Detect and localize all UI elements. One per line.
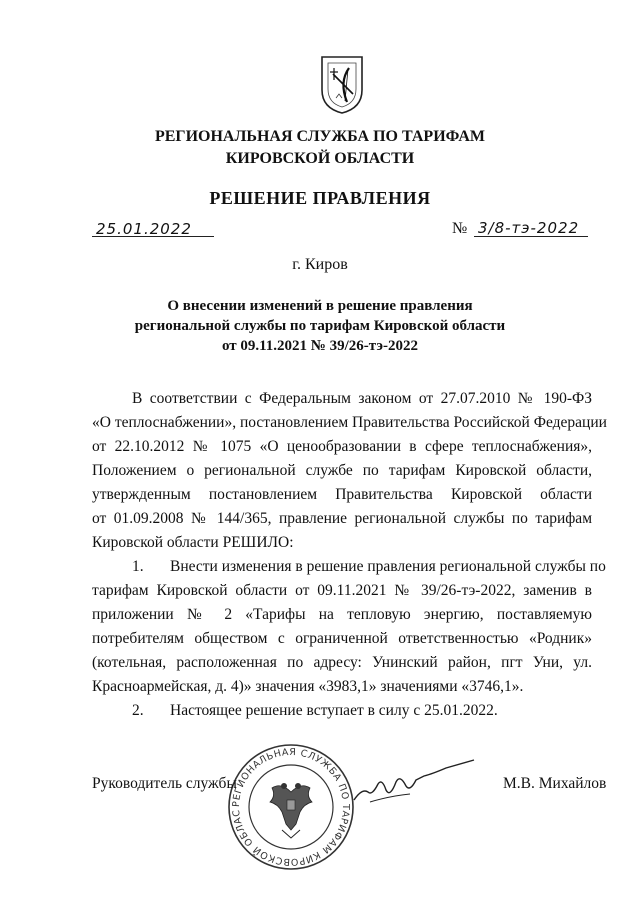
decision-number: 3/8-тэ-2022	[478, 219, 580, 237]
item-line: (котельная, расположенная по адресу: Унинский район, пгт Уни, ул.	[92, 654, 592, 671]
decision-date: 25.01.2022	[96, 220, 192, 238]
item-line: Красноармейская, д. 4)» значения «3983,1» значениями «3746,1».	[92, 678, 524, 695]
item-line: Настоящее решение вступает в силу с 25.01.2022.	[170, 702, 498, 719]
date-underline	[92, 236, 214, 237]
document-title: РЕШЕНИЕ ПРАВЛЕНИЯ	[209, 188, 431, 208]
subject-line: от 09.11.2021 № 39/26-тэ-2022	[221, 338, 419, 354]
preamble-line: В соответствии с Федеральным законом от 27.07.2010 № 190-ФЗ	[132, 390, 592, 407]
subject-line: региональной службы по тарифам Кировской области	[134, 318, 506, 334]
item-number: 2.	[132, 702, 144, 719]
preamble-line: «О теплоснабжении», постановлением Правительства Российской Федерации	[92, 414, 607, 431]
preamble-line: Кировской области РЕШИЛО:	[92, 534, 294, 551]
signatory-title: Руководитель службы	[92, 775, 237, 792]
item-line: приложении № 2 «Тарифы на тепловую энергию, поставляемую	[92, 606, 592, 623]
number-sign: №	[452, 220, 468, 237]
city: г. Киров	[292, 256, 348, 273]
preamble-line: от 22.10.2012 № 1075 «О ценообразовании в сфере теплоснабжения»,	[92, 438, 592, 455]
number-underline	[474, 236, 588, 237]
item-line: Внести изменения в решение правления региональной службы по	[170, 558, 606, 575]
subject-line: О внесении изменений в решение правления	[167, 298, 473, 314]
item-line: потребителям обществом с ограниченной ответственностью «Родник»	[92, 630, 592, 647]
preamble-line: утвержденным постановлением Правительства Кировской области	[92, 486, 592, 503]
preamble-line: Положением о региональной службе по тарифам Кировской области,	[92, 462, 592, 479]
official-seal-stamp	[226, 742, 356, 872]
signatory-name: М.В. Михайлов	[503, 775, 607, 792]
organization-name-line2: КИРОВСКОЙ ОБЛАСТИ	[225, 150, 415, 167]
item-number: 1.	[132, 558, 144, 575]
coat-of-arms-emblem	[319, 54, 365, 116]
preamble-line: от 01.09.2008 № 144/365, правление региональной службы по тарифам	[92, 510, 592, 527]
handwritten-signature	[350, 758, 480, 808]
seal-text: РЕГИОНАЛЬНАЯ СЛУЖБА ПО ТАРИФАМ КИРОВСКОЙ ОБЛАС	[230, 746, 352, 868]
item-line: тарифам Кировской области от 09.11.2021 № 39/26-тэ-2022, заменив в	[92, 582, 592, 599]
organization-name-line1: РЕГИОНАЛЬНАЯ СЛУЖБА ПО ТАРИФАМ	[154, 128, 486, 145]
